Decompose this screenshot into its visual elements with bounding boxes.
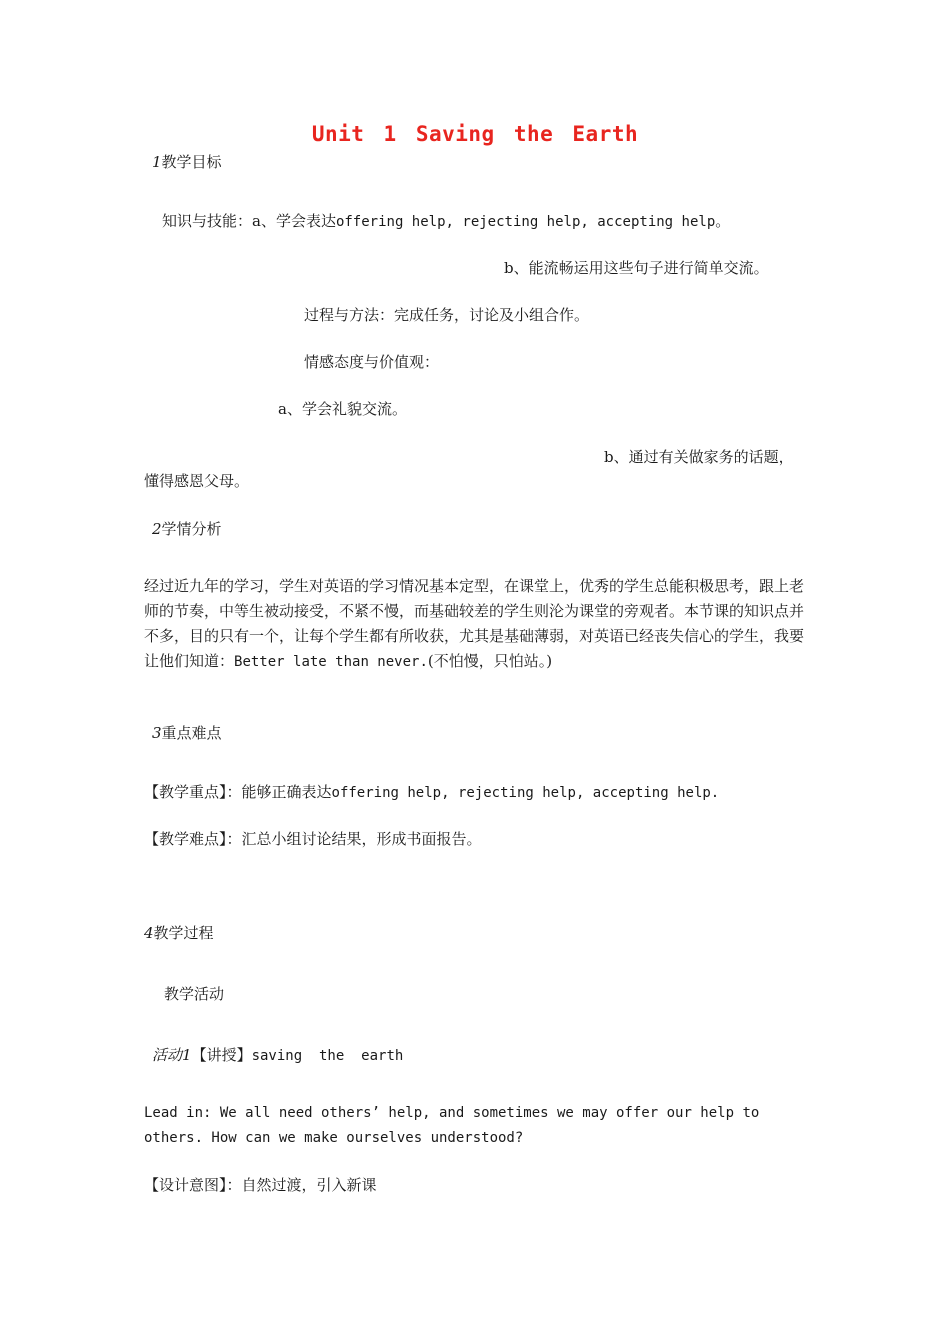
knowledge-a-english: offering help, rejecting help, accepting help (335, 214, 716, 230)
section-heading-key-points (152, 723, 222, 743)
activity-label: 活动 (152, 1046, 183, 1064)
difficult-point: 【教学难点】：汇总小组讨论结果，形成书面报告。 (144, 830, 482, 848)
section-label: 教学目标 (161, 153, 222, 171)
section-label: 学情分析 (161, 520, 222, 538)
emotion-b-line1: b、通过有关做家务的话题， (604, 448, 794, 466)
analysis-english: Better late than never. (234, 654, 428, 670)
analysis-text: 经过近九年的学习，学生对英语的学习情况基本定型，在课堂上，优秀的学生总能积极思考，跟上老师的节奏，中等生被动接受，不紧不慢，而基础较差的学生则沦为课堂的旁观者。本节课的知识点并不多，目的只有一个，让每个学生都有所收获，尤其是基础薄弱，对英语已经丧失信心的学生，我要让他们知道： (144, 577, 805, 670)
section-number: 4 (144, 924, 154, 942)
emotion-values: 情感态度与价值观： (304, 353, 440, 371)
lead-in-paragraph: Lead in: We all need others’ help, and sometimes we may offer our help to others. How can we make ourselves understood? (144, 1105, 760, 1146)
activity-english: saving the earth (251, 1048, 404, 1064)
section-number: 3 (152, 724, 162, 742)
design-intent: 【设计意图】：自然过渡，引入新课 (144, 1176, 377, 1194)
section-number: 1 (152, 153, 162, 171)
key-point-prefix: 【教学重点】：能够正确表达 (144, 783, 332, 801)
knowledge-a-suffix: 。 (715, 212, 731, 230)
knowledge-skills-b: b、能流畅运用这些句子进行简单交流。 (504, 259, 769, 277)
key-point (144, 782, 719, 803)
section-number: 2 (152, 520, 162, 538)
teaching-activities-label: 教学活动 (164, 985, 225, 1003)
activity-tag: 【讲授】 (191, 1046, 252, 1064)
knowledge-a-prefix: 知识与技能：a、学会表达 (162, 212, 336, 230)
key-point-english: offering help, rejecting help, accepting help. (331, 785, 720, 801)
emotion-a: a、学会礼貌交流。 (278, 400, 407, 418)
process-methods: 过程与方法：完成任务，讨论及小组合作。 (304, 306, 590, 324)
analysis-tail: (不怕慢，只怕站。) (427, 652, 553, 670)
knowledge-skills-a (162, 211, 730, 232)
student-analysis-paragraph (144, 574, 806, 675)
section-heading-objectives (152, 152, 222, 172)
section-label: 重点难点 (161, 724, 222, 742)
section-heading-process (144, 923, 214, 943)
page-title: Unit 1 Saving the Earth (311, 122, 639, 146)
emotion-b-line2: 懂得感恩父母。 (144, 472, 250, 490)
activity-number: 1 (182, 1046, 192, 1064)
section-heading-analysis (152, 519, 222, 539)
section-label: 教学过程 (153, 924, 214, 942)
activity-1-heading (152, 1045, 403, 1066)
